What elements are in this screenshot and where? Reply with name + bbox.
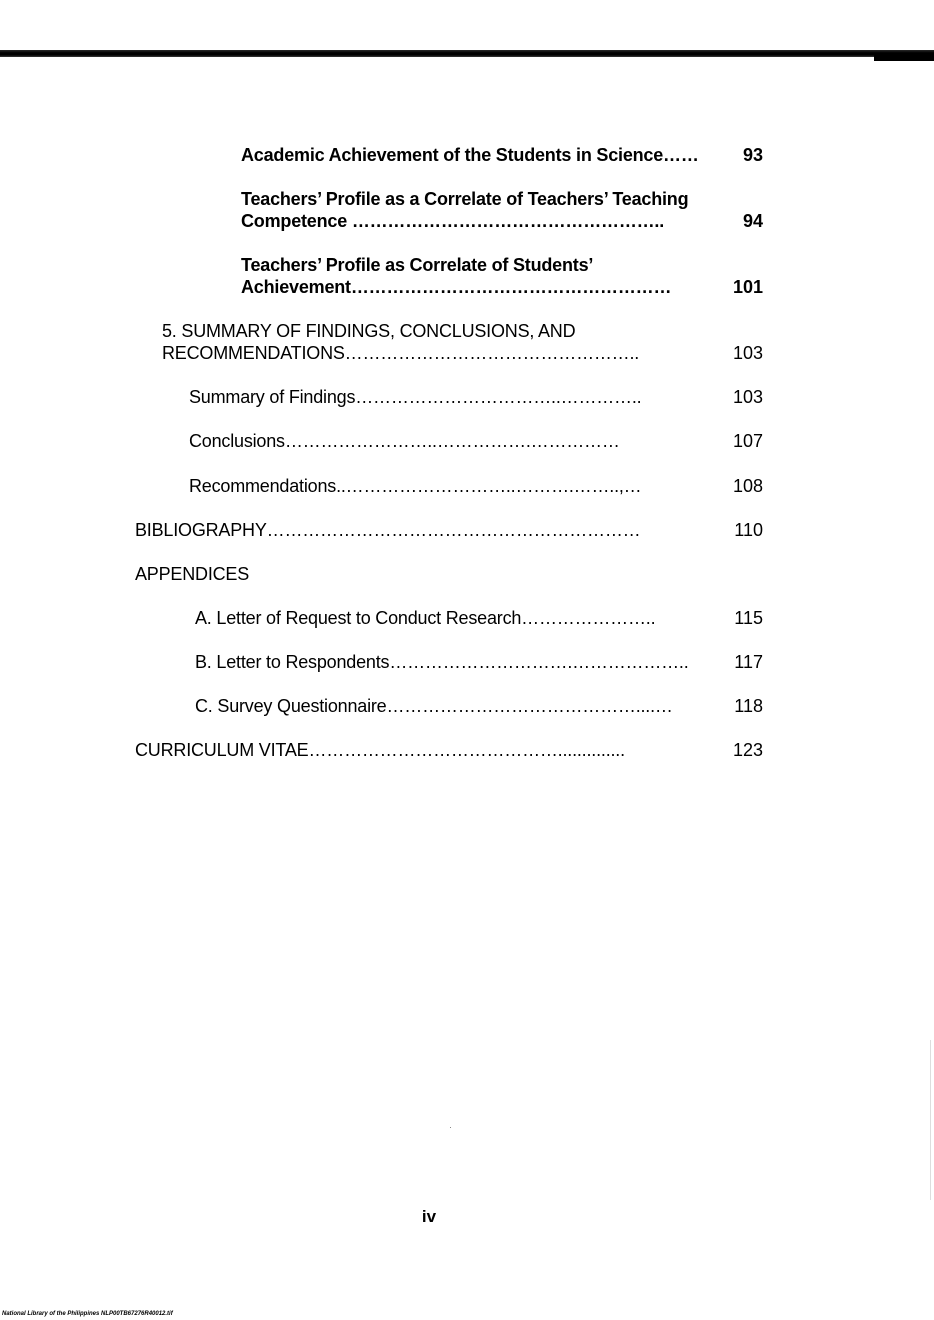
toc-page-teachers-profile-achievement: 101 bbox=[732, 277, 763, 297]
toc-page-appendix-a: 115 bbox=[734, 608, 763, 628]
toc-page-bibliography: 110 bbox=[734, 520, 763, 540]
toc-page-chapter5: 103 bbox=[732, 343, 763, 363]
toc-entry-appendices[interactable]: APPENDICES bbox=[135, 564, 250, 584]
toc-page-teachers-profile-competence: 94 bbox=[742, 211, 763, 231]
toc-entry-recommendations[interactable]: Recommendations..………………………..……….……..,… bbox=[189, 476, 642, 496]
toc-entry-summary-of-findings[interactable]: Summary of Findings……………………………..………….. bbox=[189, 387, 642, 407]
toc-entry-appendix-a[interactable]: A. Letter of Request to Conduct Research………………….. bbox=[195, 608, 656, 628]
scan-speck bbox=[450, 1127, 451, 1128]
top-border-rule bbox=[0, 50, 934, 57]
scan-edge-artifact bbox=[930, 1040, 931, 1200]
footer-stamp: National Library of the Philippines NLP00TB67276R40012.tif bbox=[2, 1311, 173, 1317]
toc-page-recommendations: 108 bbox=[732, 476, 763, 496]
page-number: iv bbox=[421, 1207, 437, 1226]
top-border-rule-tail bbox=[874, 54, 934, 61]
toc-entry-chapter5-line1[interactable]: 5. SUMMARY OF FINDINGS, CONCLUSIONS, AND bbox=[162, 321, 576, 341]
toc-page-appendix-c: 118 bbox=[734, 696, 763, 716]
toc-page-summary-of-findings: 103 bbox=[732, 387, 763, 407]
toc-entry-teachers-profile-competence-line1[interactable]: Teachers’ Profile as a Correlate of Teachers’ Teaching bbox=[241, 189, 689, 209]
toc-page-conclusions: 107 bbox=[732, 431, 763, 451]
toc-entry-chapter5-line2[interactable]: RECOMMENDATIONS………………………………………….. bbox=[162, 343, 640, 363]
toc-entry-conclusions[interactable]: Conclusions……………………..…………….…………… bbox=[189, 431, 620, 451]
toc-page-appendix-b: 117 bbox=[734, 652, 763, 672]
toc-entry-academic-achievement[interactable]: Academic Achievement of the Students in Science…… bbox=[241, 145, 699, 165]
toc-entry-appendix-c[interactable]: C. Survey Questionnaire……………………………………....… bbox=[195, 696, 673, 716]
toc-page-curriculum-vitae: 123 bbox=[732, 740, 763, 760]
toc-entry-curriculum-vitae[interactable]: CURRICULUM VITAE…………………………………….............. bbox=[135, 740, 625, 760]
toc-entry-teachers-profile-competence-line2[interactable]: Competence …………………………………………….. bbox=[241, 211, 665, 231]
toc-entry-teachers-profile-achievement-line2[interactable]: Achievement……………………………………………… bbox=[241, 277, 672, 297]
toc-entry-teachers-profile-achievement-line1[interactable]: Teachers’ Profile as Correlate of Students’ bbox=[241, 255, 594, 275]
toc-entry-bibliography[interactable]: BIBLIOGRAPHY……………………………………………………… bbox=[135, 520, 641, 540]
toc-page-academic-achievement: 93 bbox=[742, 145, 763, 165]
toc-entry-appendix-b[interactable]: B. Letter to Respondents………………………….……………….. bbox=[195, 652, 689, 672]
